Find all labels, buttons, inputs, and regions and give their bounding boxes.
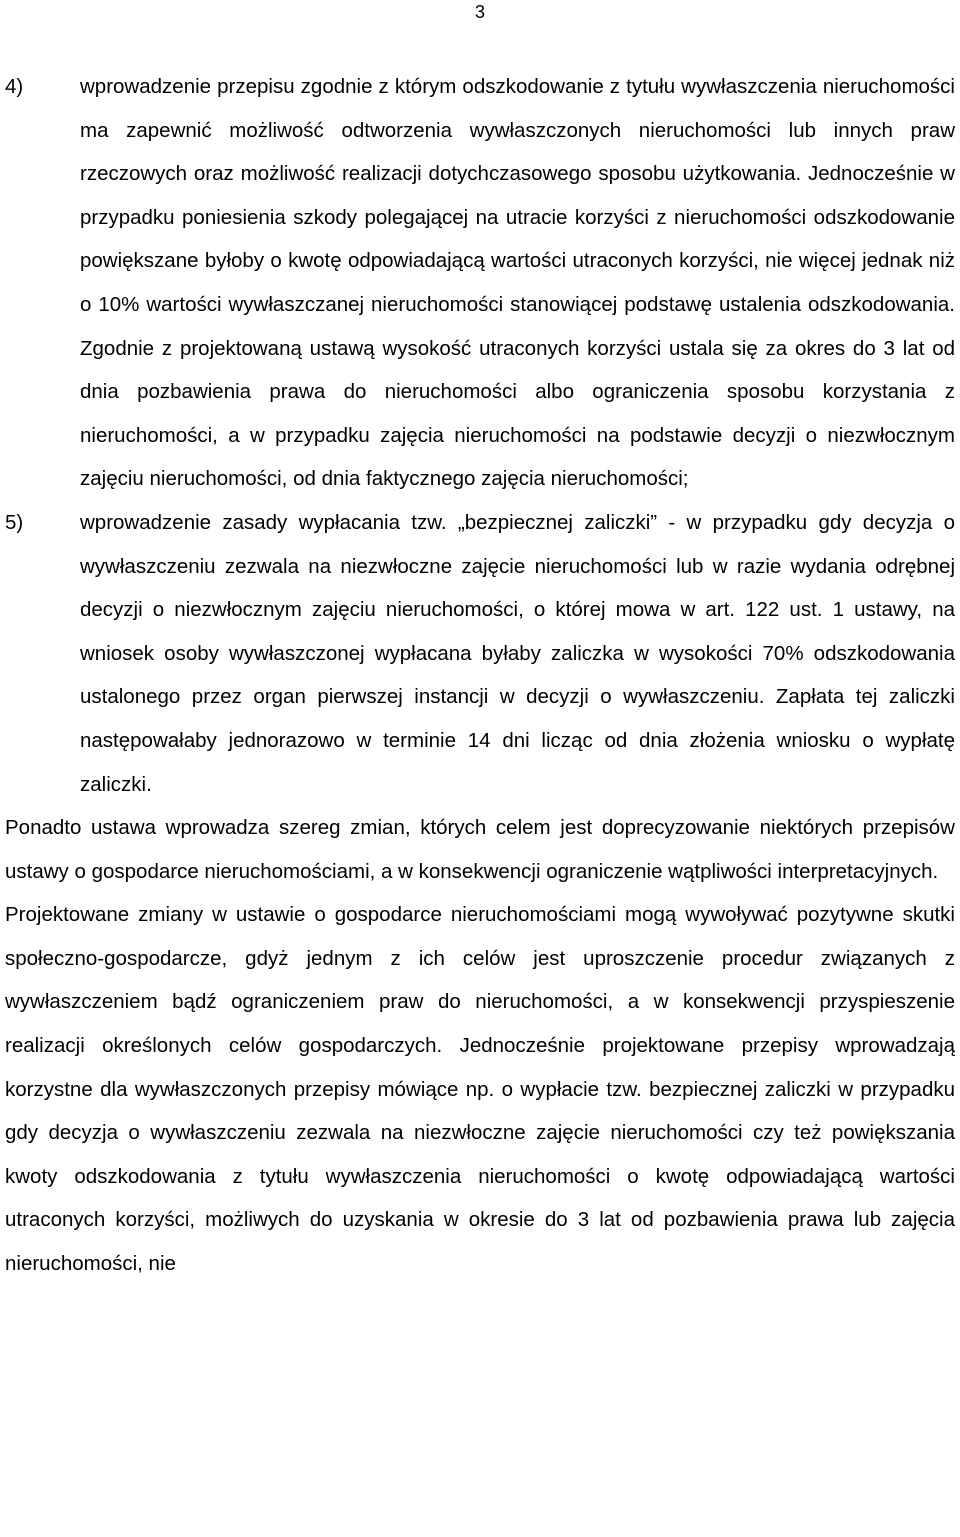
paragraph: Ponadto ustawa wprowadza szereg zmian, których celem jest doprecyzowanie niektórych przepisów ustawy o gospodarce nieruchomościami, a w konsekwencji ograniczenie wątpliwości interpretacyjnych. bbox=[5, 816, 955, 883]
list-item-number: 4) bbox=[5, 75, 24, 98]
page-number: 3 bbox=[474, 2, 485, 22]
document-body bbox=[5, 65, 955, 1286]
list-item bbox=[5, 501, 955, 806]
paragraph: Projektowane zmiany w ustawie o gospodarce nieruchomościami mogą wywoływać pozytywne skutki społeczno-gospodarcze, gdyż jednym z ich celów jest uproszczenie procedur związanych z wywłaszczeniem bądź ograniczeniem praw do nieruchomości, a w konsekwencji przyspieszenie realizacji określonych celów gospodarczych. Jednocześnie projektowane przepisy wprowadzają korzystne dla wywłaszczonych przepisy mówiące np. o wypłacie tzw. bezpiecznej zaliczki w przypadku gdy decyzja o wywłaszczeniu zezwala na niezwłoczne zajęcie nieruchomości czy też powiększania kwoty odszkodowania z tytułu wywłaszczenia nieruchomości o kwotę odpowiadającą wartości utraconych korzyści, możliwych do uzyskania w okresie do 3 lat od pozbawienia prawa lub zajęcia nieruchomości, nie bbox=[5, 903, 955, 1276]
list-item-number: 5) bbox=[5, 510, 24, 534]
list-item bbox=[5, 65, 955, 501]
list-item-text: wprowadzenie przepisu zgodnie z którym odszkodowanie z tytułu wywłaszczenia nieruchomości ma zapewnić możliwość odtworzenia wywłaszczonych nieruchomości lub innych praw rzeczowych oraz możliwość realizacji dotychczasowego sposobu użytkowania. Jednocześnie w przypadku poniesienia szkody polegającej na utracie korzyści z nieruchomości odszkodowanie powiększane byłoby o kwotę odpowiadającą wartości utraconych korzyści, nie więcej jednak niż o 10% wartości wywłaszczanej nieruchomości stanowiącej podstawę ustalenia odszkodowania. Zgodnie z projektowaną ustawą wysokość utraconych korzyści ustala się za okres do 3 lat od dnia pozbawienia prawa do nieruchomości albo ograniczenia sposobu korzystania z nieruchomości, a w przypadku zajęcia nieruchomości na podstawie decyzji o niezwłocznym zajęciu nieruchomości, od dnia faktycznego zajęcia nieruchomości; bbox=[80, 75, 955, 491]
list-item-text: wprowadzenie zasady wypłacania tzw. „bezpiecznej zaliczki” - w przypadku gdy decyzja o wywłaszczeniu zezwala na niezwłoczne zajęcie nieruchomości lub w razie wydania odrębnej decyzji o niezwłocznym zajęciu nieruchomości, o której mowa w art. 122 ust. 1 ustawy, na wniosek osoby wywłaszczonej wypłacana byłaby zaliczka w wysokości 70% odszkodowania ustalonego przez organ pierwszej instancji w decyzji o wywłaszczeniu. Zapłata tej zaliczki następowałaby jednorazowo w terminie 14 dni licząc od dnia złożenia wniosku o wypłatę zaliczki. bbox=[80, 510, 955, 796]
